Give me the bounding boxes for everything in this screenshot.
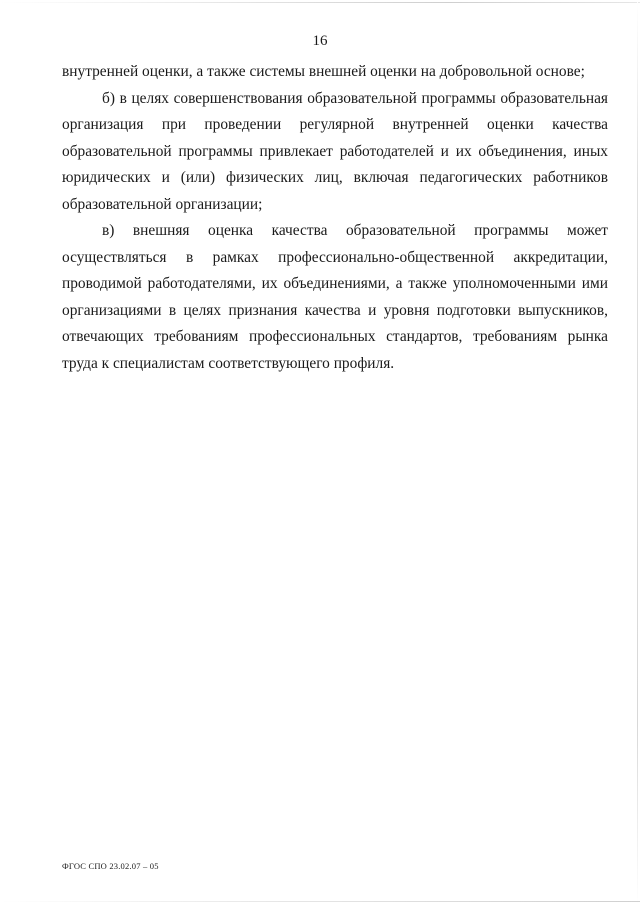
page-right-edge xyxy=(637,0,638,905)
paragraph-continuation: внутренней оценки, а также системы внешней оценки на добровольной основе; xyxy=(62,63,585,80)
footer-document-code: ФГОС СПО 23.02.07 – 05 xyxy=(62,861,159,871)
body-text xyxy=(62,59,608,377)
paragraph-item-b: б) в целях совершенствования образовательной программы образовательная организация при проведении регулярной внутренней оценки качества образовательной программы привлекает работодателей и их объединения, иных юридических и (или) физических лиц, включая педагогических работников образовательной организации; xyxy=(62,89,608,213)
page-top-edge xyxy=(0,2,640,3)
page-number: 16 xyxy=(312,33,328,49)
page-bottom-edge xyxy=(0,901,640,902)
paragraph-item-v: в) внешняя оценка качества образовательной программы может осуществляться в рамках профессионально-общественной аккредитации, проводимой работодателями, их объединениями, а также уполномоченными ими организациями в целях признания качества и уровня подготовки выпускников, отвечающих требованиям профессиональных стандартов, требованиям рынка труда к специалистам соответствующего профиля. xyxy=(62,222,608,372)
